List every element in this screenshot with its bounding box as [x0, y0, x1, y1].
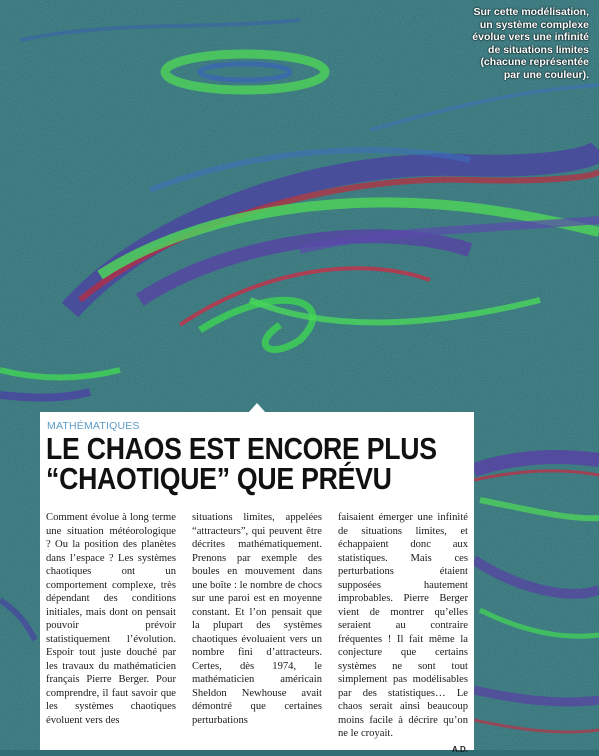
article-title-line-2: “CHAOTIQUE” QUE PRÉVU — [46, 464, 407, 494]
article-column-2 — [192, 511, 322, 747]
article-title — [46, 434, 407, 494]
article-column-1 — [46, 511, 176, 747]
column-3-text: faisaient émerger une infinité de situations limites, et échappaient donc aux statistiques. Mais ces perturbations étaient supposées hautement improbables. Pierre Berger vient de montrer qu’elles seraient au contraire fréquentes ! Il fait même la conjecture que certains systèmes ne sont tout simplement pas modélisables par des statistiques… Le chaos serait ainsi beaucoup moins facile à décrire qu’on ne le croyait. — [338, 511, 468, 741]
article-body — [46, 511, 468, 747]
column-1-text: Comment évolue à long terme une situation météorologique ? Ou la position des planètes dans l’espace ? Les systèmes chaotiques ont un comportement complexe, très dépendant des conditions initiales, mais dont on pensait pouvoir prévoir statistiquement l’évolution. Espoir tout juste douché par les travaux du mathématicien français Pierre Berger. Pour comprendre, il faut savoir que les systèmes chaotiques évoluent vers des — [46, 511, 176, 727]
article-title-line-1: LE CHAOS EST ENCORE PLUS — [46, 434, 407, 464]
author-signature: A.D. — [452, 743, 468, 756]
column-2-text: situations limites, appelées “attracteurs”, qui peuvent être décrites mathématiquement. Prenons par exemple des boules en mouvement dans une boîte : le nombre de chocs sur une paroi est en moyenne constant. Et l’on pensait que la plupart des systèmes chaotiques évoluaient vers un nombre fini d’attracteurs. Certes, dès 1974, le mathématicien américain Sheldon Newhouse avait démontré que certaines perturbations — [192, 511, 322, 727]
image-caption: Sur cette modélisation, un système complexe évolue vers une infinité de situations limites (chacune représentée par une couleur). — [469, 6, 589, 81]
article-card — [40, 412, 474, 750]
article-column-3 — [338, 511, 468, 747]
section-label: MATHÉMATIQUES — [47, 420, 140, 432]
